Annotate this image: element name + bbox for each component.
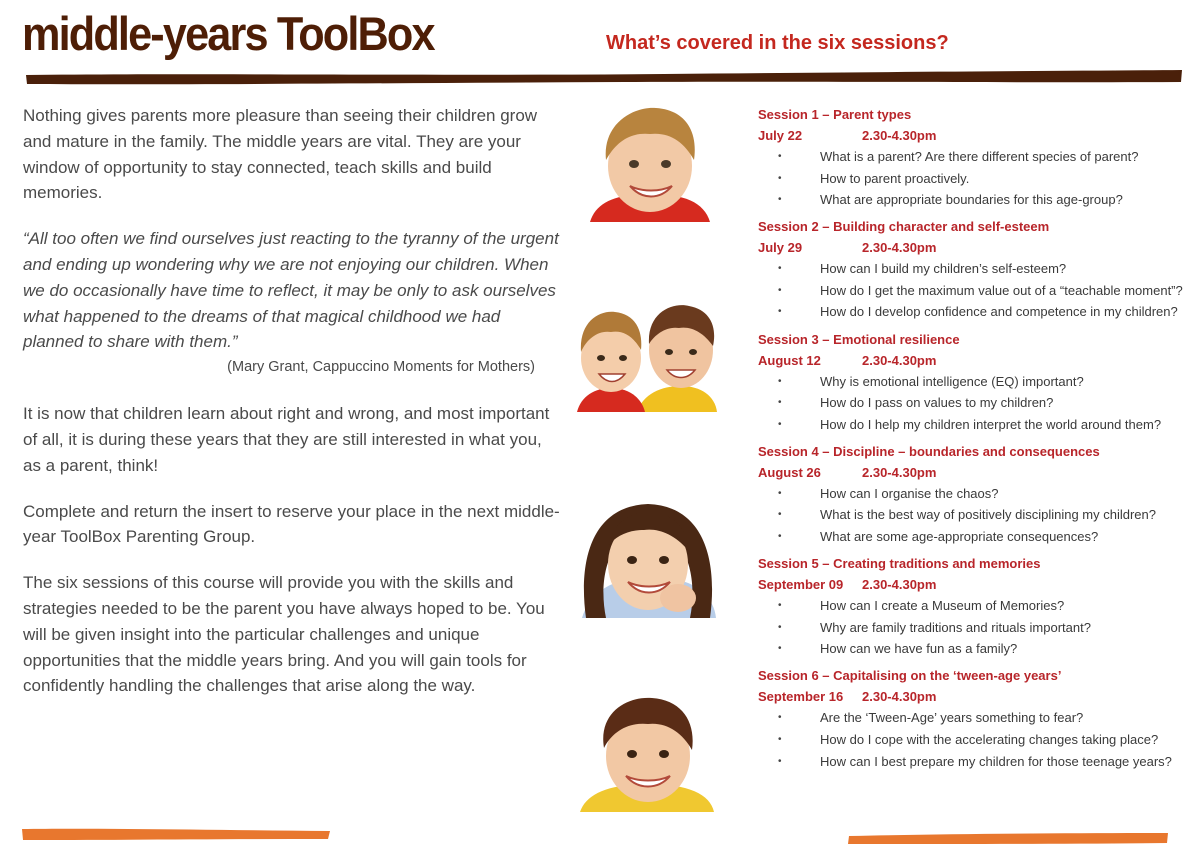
bullet-icon: • bbox=[778, 375, 782, 387]
session-time: 2.30-4.30pm bbox=[862, 577, 937, 593]
quote-attribution: (Mary Grant, Cappuccino Moments for Mothers) bbox=[227, 359, 535, 376]
bullet-icon: • bbox=[778, 600, 782, 612]
session-title: Session 4 – Discipline – boundaries and consequences bbox=[758, 443, 1100, 459]
session-date: August 12 bbox=[758, 352, 821, 368]
bullet-icon: • bbox=[778, 397, 782, 409]
bullet-icon: • bbox=[778, 509, 782, 521]
session-title: Session 2 – Building character and self-esteem bbox=[758, 219, 1050, 235]
session-title: Session 5 – Creating traditions and memories bbox=[758, 556, 1041, 572]
body-paragraph: Complete and return the insert to reserve your place in the next middle-year ToolBox Parenting Group. bbox=[23, 501, 560, 547]
sessions-list bbox=[758, 104, 1198, 778]
list-item: • What are appropriate boundaries for this age-group? bbox=[758, 189, 1198, 211]
session-block bbox=[758, 553, 1198, 660]
bullet-icon: • bbox=[778, 487, 782, 499]
intro-text-column bbox=[23, 103, 563, 699]
bullet-icon: • bbox=[778, 151, 782, 162]
top-divider-brush bbox=[24, 66, 1184, 88]
child-photo-girl bbox=[578, 500, 718, 618]
session-block bbox=[758, 329, 1198, 436]
list-item: • How do I get the maximum value out of a “teachable moment”? bbox=[758, 280, 1198, 302]
session-time: 2.30-4.30pm bbox=[862, 128, 937, 143]
session-date: July 22 bbox=[758, 128, 803, 143]
session-block bbox=[758, 441, 1198, 548]
bullet-icon: • bbox=[778, 172, 782, 184]
sessions-heading: What’s covered in the six sessions? bbox=[606, 32, 949, 54]
body-paragraph: It is now that children learn about right and wrong, and most important of all, it is during these years that they are still interested in what you, as a parent, think! bbox=[23, 404, 550, 475]
bullet-icon: • bbox=[778, 531, 782, 543]
session-date: August 26 bbox=[758, 464, 821, 480]
session-time: 2.30-4.30pm bbox=[862, 689, 937, 705]
bottom-left-brush bbox=[20, 826, 332, 842]
list-item: • How do I pass on values to my children? bbox=[758, 392, 1198, 414]
session-title: Session 6 – Capitalising on the ‘tween-age years’ bbox=[758, 668, 1062, 684]
body-paragraph: The six sessions of this course will provide you with the skills and strategies needed to be the parent you have always hoped to be. You will be given insight into the particular challenges and unique opportunities that the middle years bring. And you will gain tools for confidently handling the challenges that arise along the way. bbox=[23, 573, 545, 696]
list-item: • How do I help my children interpret the world around them? bbox=[758, 414, 1198, 436]
bullet-icon: • bbox=[778, 418, 782, 430]
bullet-icon: • bbox=[778, 755, 782, 767]
list-item: • Why are family traditions and rituals important? bbox=[758, 617, 1198, 639]
list-item: • How can I build my children’s self-esteem? bbox=[758, 258, 1198, 280]
bullet-icon: • bbox=[778, 643, 782, 655]
session-time: 2.30-4.30pm bbox=[862, 352, 937, 368]
bullet-icon: • bbox=[778, 621, 782, 633]
list-item: • How can I organise the chaos? bbox=[758, 483, 1198, 505]
intro-paragraph: Nothing gives parents more pleasure than seeing their children grow and mature in the family. The middle years are vital. They are your window of opportunity to stay connected, teach skills and build memories. bbox=[23, 106, 538, 203]
child-photo-boy-blond bbox=[586, 102, 714, 222]
list-item: • How to parent proactively. bbox=[758, 168, 1198, 190]
page-title: middle-years ToolBox bbox=[22, 7, 434, 60]
list-item: • How can I best prepare my children for those teenage years? bbox=[758, 751, 1198, 773]
session-block bbox=[758, 104, 1198, 211]
bullet-icon: • bbox=[778, 284, 782, 296]
list-item: • What is the best way of positively disciplining my children? bbox=[758, 504, 1198, 526]
session-time: 2.30-4.30pm bbox=[862, 240, 937, 256]
session-time: 2.30-4.30pm bbox=[862, 464, 937, 480]
session-date: September 09 bbox=[758, 577, 844, 593]
child-photo-two-boys bbox=[577, 304, 717, 412]
session-date: July 29 bbox=[758, 240, 803, 256]
bullet-icon: • bbox=[778, 712, 782, 724]
list-item: • What is a parent? Are there different species of parent? bbox=[758, 146, 1198, 168]
bottom-right-brush bbox=[846, 830, 1170, 846]
list-item: • How do I cope with the accelerating changes taking place? bbox=[758, 729, 1198, 751]
list-item: • How can I create a Museum of Memories? bbox=[758, 595, 1198, 617]
quote-paragraph: “All too often we find ourselves just reacting to the tyranny of the urgent and ending up wondering why we are not enjoying our children. When we do occasionally have time to reflect, it may be only to ask ourselves what happened to the dreams of that magical childhood we had planned to share with them.” bbox=[23, 229, 559, 352]
session-date: September 16 bbox=[758, 689, 844, 705]
list-item: • Why is emotional intelligence (EQ) important? bbox=[758, 371, 1198, 393]
session-block bbox=[758, 216, 1198, 323]
list-item: • Are the ‘Tween-Age’ years something to fear? bbox=[758, 707, 1198, 729]
bullet-icon: • bbox=[778, 263, 782, 275]
bullet-icon: • bbox=[778, 306, 782, 318]
bullet-icon: • bbox=[778, 194, 782, 206]
child-photo-boy-brown bbox=[578, 696, 716, 812]
list-item: • How can we have fun as a family? bbox=[758, 638, 1198, 660]
session-title: Session 1 – Parent types bbox=[758, 107, 912, 122]
session-block bbox=[758, 665, 1198, 772]
bullet-icon: • bbox=[778, 734, 782, 745]
list-item: • What are some age-appropriate consequences? bbox=[758, 526, 1198, 548]
list-item: • How do I develop confidence and competence in my children? bbox=[758, 301, 1198, 323]
session-title: Session 3 – Emotional resilience bbox=[758, 331, 960, 347]
